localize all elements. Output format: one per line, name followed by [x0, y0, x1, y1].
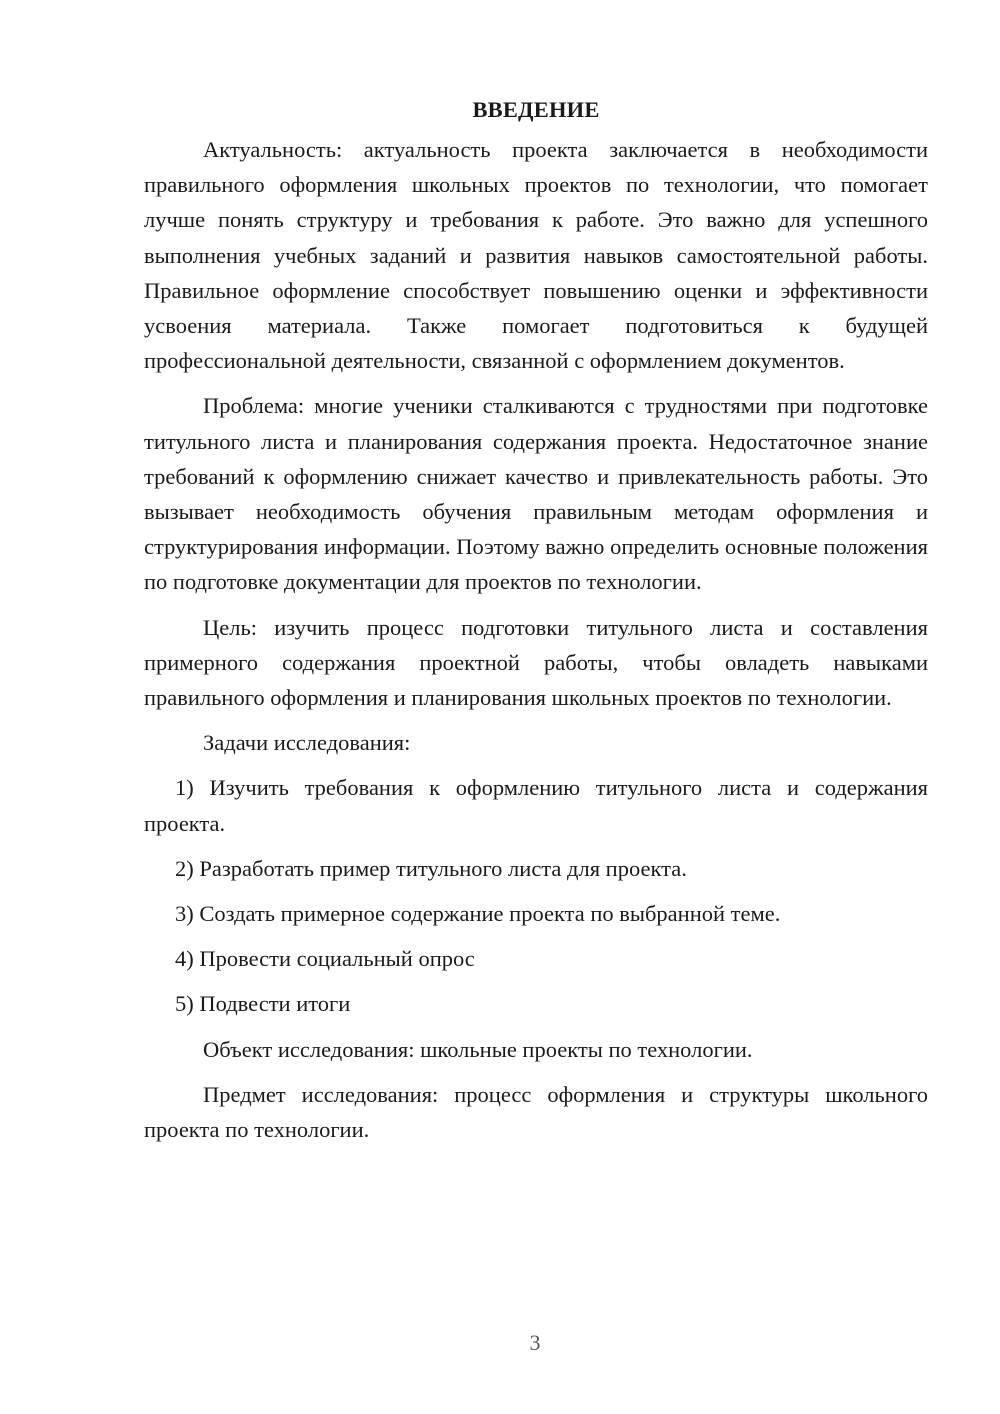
task-item: 1) Изучить требования к оформлению титульного листа и содержания проекта.	[144, 775, 928, 836]
relevance-paragraph: Актуальность: актуальность проекта заключается в необходимости правильного оформления школьных проектов по технологии, что помогает лучше понять структуру и требования к работе. Это важно для успешного выполнения учебных заданий и развития навыков самостоятельной работы. Правильное оформление способствует повышению оценки и эффективности усвоения материала. Также помогает подготовиться к будущей профессиональной деятельности, связанной с оформлением документов.	[144, 137, 928, 374]
task-item: 2) Разработать пример титульного листа для проекта.	[175, 855, 687, 881]
object-paragraph: Объект исследования: школьные проекты по технологии.	[203, 1036, 753, 1062]
problem-paragraph: Проблема: многие ученики сталкиваются с трудностями при подготовке титульного листа и планирования содержания проекта. Недостаточное знание требований к оформлению снижает качество и привлекательность работы. Это вызывает необходимость обучения правильным методам оформления и структурирования информации. Поэтому важно определить основные положения по подготовке документации для проектов по технологии.	[144, 393, 928, 595]
subject-paragraph: Предмет исследования: процесс оформления и структуры школьного проекта по технологии.	[144, 1081, 928, 1143]
page-number: 3	[529, 1330, 541, 1355]
page-content	[144, 92, 928, 1157]
section-title: ВВЕДЕНИЕ	[472, 97, 600, 122]
task-item: 5) Подвести итоги	[175, 991, 351, 1017]
goal-paragraph: Цель: изучить процесс подготовки титульного листа и составления примерного содержания проектной работы, чтобы овладеть навыками правильного оформления и планирования школьных проектов по технологии.	[144, 614, 928, 711]
tasks-heading: Задачи исследования:	[203, 730, 411, 756]
task-item: 3) Создать примерное содержание проекта по выбранной теме.	[175, 901, 781, 927]
task-item: 4) Провести социальный опрос	[175, 946, 475, 972]
